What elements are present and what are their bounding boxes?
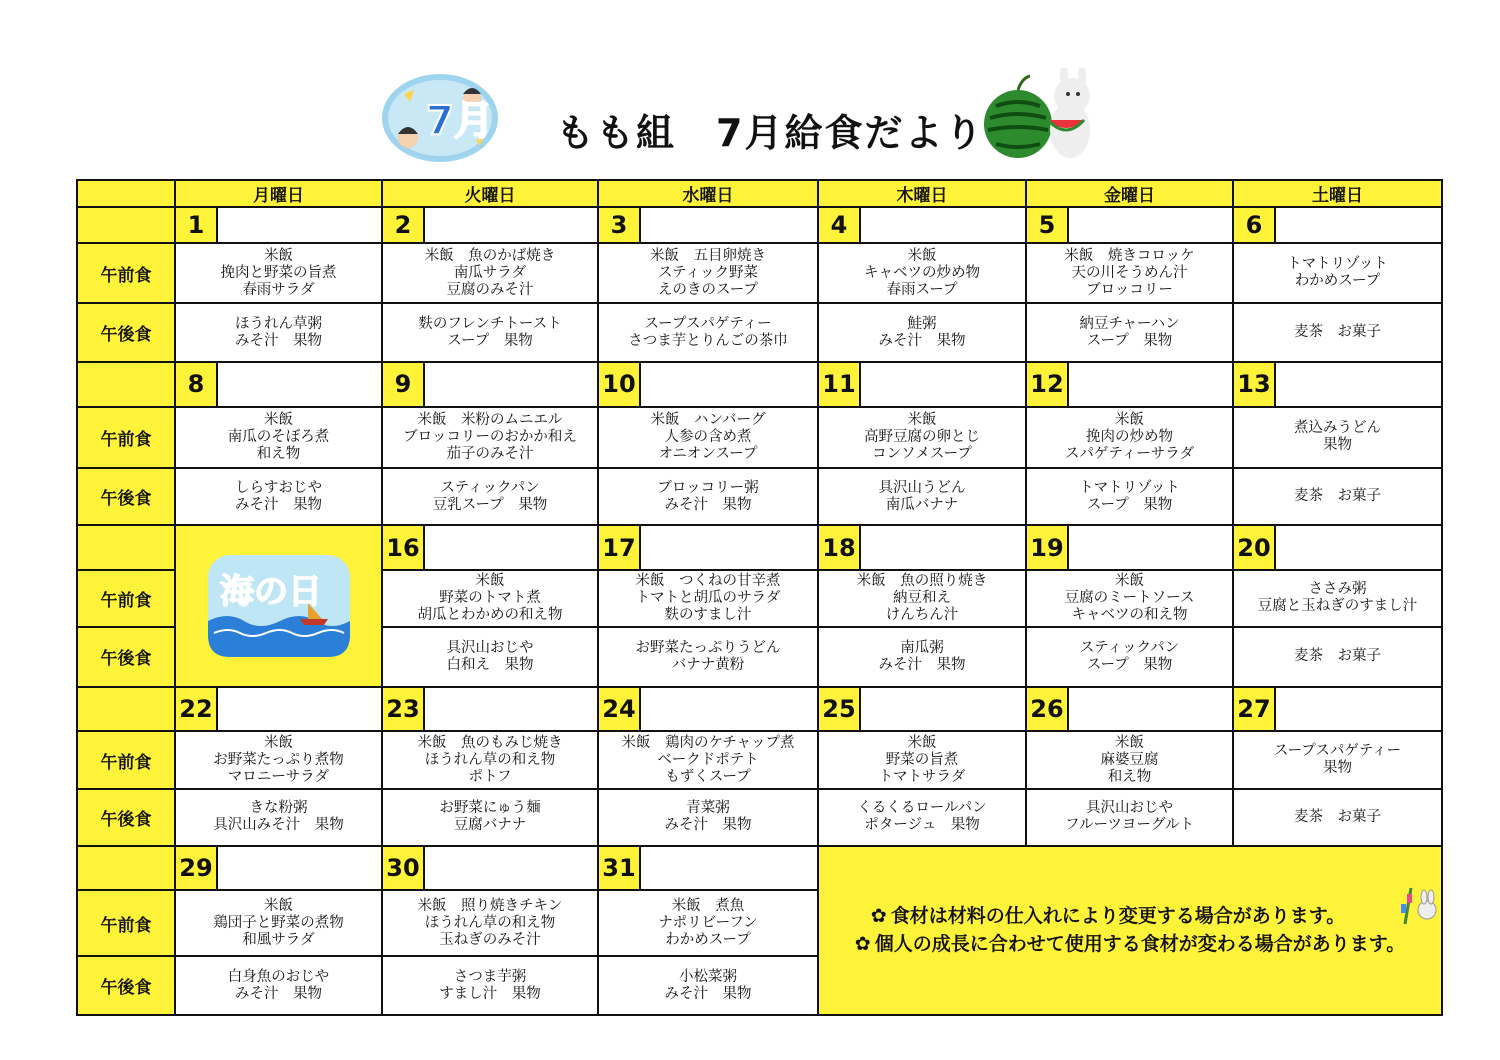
date-number: 12 bbox=[1027, 363, 1069, 405]
date-number: 11 bbox=[819, 363, 861, 405]
date-cell bbox=[175, 207, 382, 243]
lunch-calendar-table bbox=[76, 179, 1443, 1016]
date-cell bbox=[1233, 687, 1442, 731]
month-badge-illustration bbox=[380, 72, 500, 164]
date-number: 16 bbox=[383, 526, 425, 568]
date-row-label bbox=[77, 687, 175, 731]
date-cell bbox=[175, 362, 382, 406]
am-menu: 煮込みうどん 果物 bbox=[1233, 407, 1442, 468]
date-cell bbox=[382, 362, 598, 406]
flower-bullet-icon: ✿ bbox=[854, 933, 871, 956]
pm-menu: 麦茶 お菓子 bbox=[1233, 303, 1442, 362]
pm-menu: 麦茶 お菓子 bbox=[1233, 789, 1442, 845]
pm-menu: 麦茶 お菓子 bbox=[1233, 468, 1442, 525]
pm-menu: 南瓜粥 みそ汁 果物 bbox=[818, 627, 1026, 686]
pm-label: 午後食 bbox=[77, 303, 175, 362]
date-number: 5 bbox=[1027, 208, 1069, 242]
am-menu: 米飯 米粉のムニエル ブロッコリーのおかか和え 茄子のみそ汁 bbox=[382, 407, 598, 468]
am-menu: 米飯 野菜の旨煮 トマトサラダ bbox=[818, 731, 1026, 789]
svg-text:7月: 7月 bbox=[426, 98, 494, 144]
date-number: 8 bbox=[176, 363, 218, 405]
week4-date-row bbox=[77, 687, 1442, 731]
week2-date-row bbox=[77, 362, 1442, 406]
date-cell bbox=[175, 687, 382, 731]
am-menu: トマトリゾット わかめスープ bbox=[1233, 243, 1442, 302]
pm-menu: 具沢山おじや フルーツヨーグルト bbox=[1026, 789, 1233, 845]
weekday-thu: 木曜日 bbox=[818, 180, 1026, 207]
week1-date-row bbox=[77, 207, 1442, 243]
week1-pm-row bbox=[77, 303, 1442, 362]
date-number: 22 bbox=[176, 688, 218, 730]
date-number: 6 bbox=[1234, 208, 1276, 242]
note-item bbox=[819, 930, 1441, 958]
pm-label: 午後食 bbox=[77, 956, 175, 1015]
week3-date-row bbox=[77, 525, 1442, 569]
pm-menu: 白身魚のおじや みそ汁 果物 bbox=[175, 956, 382, 1015]
date-cell bbox=[1026, 525, 1233, 569]
am-menu: 米飯 挽肉の炒め物 スパゲティーサラダ bbox=[1026, 407, 1233, 468]
am-menu: 米飯 煮魚 ナポリビーフン わかめスープ bbox=[598, 890, 818, 956]
am-menu: 米飯 挽肉と野菜の旨煮 春雨サラダ bbox=[175, 243, 382, 302]
flower-bullet-icon: ✿ bbox=[870, 905, 887, 928]
date-cell bbox=[598, 207, 818, 243]
am-menu: 米飯 鶏肉のケチャップ煮 ベークドポテト もずくスープ bbox=[598, 731, 818, 789]
date-number: 31 bbox=[599, 847, 641, 889]
am-menu: 米飯 魚のかば焼き 南瓜サラダ 豆腐のみそ汁 bbox=[382, 243, 598, 302]
date-number: 2 bbox=[383, 208, 425, 242]
am-menu: 米飯 焼きコロッケ 天の川そうめん汁 ブロッコリー bbox=[1026, 243, 1233, 302]
date-cell bbox=[1233, 207, 1442, 243]
svg-text:海の日: 海の日 bbox=[219, 572, 322, 612]
week4-pm-row bbox=[77, 789, 1442, 845]
date-number: 27 bbox=[1234, 688, 1276, 730]
pm-menu: 具沢山うどん 南瓜バナナ bbox=[818, 468, 1026, 525]
date-cell bbox=[818, 362, 1026, 406]
date-cell bbox=[598, 687, 818, 731]
pm-menu: きな粉粥 具沢山みそ汁 果物 bbox=[175, 789, 382, 845]
date-number: 23 bbox=[383, 688, 425, 730]
date-cell bbox=[598, 362, 818, 406]
date-cell bbox=[598, 846, 818, 890]
am-label: 午前食 bbox=[77, 407, 175, 468]
weekday-sat: 土曜日 bbox=[1233, 180, 1442, 207]
date-cell bbox=[1026, 687, 1233, 731]
am-menu: 米飯 野菜のトマト煮 胡瓜とわかめの和え物 bbox=[382, 570, 598, 627]
date-row-label bbox=[77, 846, 175, 890]
date-number: 3 bbox=[599, 208, 641, 242]
marine-day-illustration bbox=[204, 551, 354, 661]
am-menu: 米飯 魚の照り焼き 納豆和え けんちん汁 bbox=[818, 570, 1026, 627]
date-row-label bbox=[77, 525, 175, 569]
pm-menu: トマトリゾット スープ 果物 bbox=[1026, 468, 1233, 525]
week5-date-row bbox=[77, 846, 1442, 890]
date-number: 29 bbox=[176, 847, 218, 889]
date-number: 4 bbox=[819, 208, 861, 242]
date-cell bbox=[1233, 362, 1442, 406]
am-menu: 米飯 つくねの甘辛煮 トマトと胡瓜のサラダ 麩のすまし汁 bbox=[598, 570, 818, 627]
am-label: 午前食 bbox=[77, 570, 175, 627]
date-cell bbox=[818, 525, 1026, 569]
pm-menu: 麩のフレンチトースト スープ 果物 bbox=[382, 303, 598, 362]
pm-label: 午後食 bbox=[77, 468, 175, 525]
am-menu: 米飯 照り焼きチキン ほうれん草の和え物 玉ねぎのみそ汁 bbox=[382, 890, 598, 956]
pm-menu: くるくるロールパン ポタージュ 果物 bbox=[818, 789, 1026, 845]
date-number: 17 bbox=[599, 526, 641, 568]
am-menu: スープスパゲティー 果物 bbox=[1233, 731, 1442, 789]
date-cell bbox=[818, 207, 1026, 243]
date-cell bbox=[175, 846, 382, 890]
header-corner bbox=[77, 180, 175, 207]
pm-menu: ブロッコリー粥 みそ汁 果物 bbox=[598, 468, 818, 525]
date-number: 9 bbox=[383, 363, 425, 405]
week2-pm-row bbox=[77, 468, 1442, 525]
date-cell bbox=[818, 687, 1026, 731]
pm-menu: しらすおじや みそ汁 果物 bbox=[175, 468, 382, 525]
weekday-mon: 月曜日 bbox=[175, 180, 382, 207]
note-text: 食材は材料の仕入れにより変更する場合があります。 bbox=[890, 905, 1346, 928]
date-row-label bbox=[77, 207, 175, 243]
date-number: 10 bbox=[599, 363, 641, 405]
week1-am-row bbox=[77, 243, 1442, 302]
pm-menu: 納豆チャーハン スープ 果物 bbox=[1026, 303, 1233, 362]
week4-am-row bbox=[77, 731, 1442, 789]
date-cell bbox=[382, 207, 598, 243]
am-menu: ささみ粥 豆腐と玉ねぎのすまし汁 bbox=[1233, 570, 1442, 627]
date-number: 26 bbox=[1027, 688, 1069, 730]
pm-menu: 小松菜粥 みそ汁 果物 bbox=[598, 956, 818, 1015]
pm-menu: 鮭粥 みそ汁 果物 bbox=[818, 303, 1026, 362]
date-number: 13 bbox=[1234, 363, 1276, 405]
date-number: 30 bbox=[383, 847, 425, 889]
am-menu: 米飯 高野豆腐の卵とじ コンソメスープ bbox=[818, 407, 1026, 468]
am-menu: 米飯 麻婆豆腐 和え物 bbox=[1026, 731, 1233, 789]
am-menu: 米飯 お野菜たっぷり煮物 マロニーサラダ bbox=[175, 731, 382, 789]
watermelon-rabbit-illustration bbox=[982, 68, 1100, 168]
am-menu: 米飯 魚のもみじ焼き ほうれん草の和え物 ポトフ bbox=[382, 731, 598, 789]
pm-menu: 具沢山おじや 白和え 果物 bbox=[382, 627, 598, 686]
weekday-tue: 火曜日 bbox=[382, 180, 598, 207]
pm-menu: スープスパゲティー さつま芋とりんごの茶巾 bbox=[598, 303, 818, 362]
page-title: もも組 7月給食だより bbox=[556, 111, 985, 155]
holiday-cell bbox=[175, 525, 382, 686]
pm-menu: お野菜たっぷりうどん バナナ黄粉 bbox=[598, 627, 818, 686]
date-cell bbox=[382, 846, 598, 890]
pm-menu: 麦茶 お菓子 bbox=[1233, 627, 1442, 686]
am-label: 午前食 bbox=[77, 731, 175, 789]
date-cell bbox=[598, 525, 818, 569]
date-cell bbox=[1026, 207, 1233, 243]
date-row-label bbox=[77, 362, 175, 406]
note-text: 個人の成長に合わせて使用する食材が変わる場合があります。 bbox=[874, 933, 1406, 956]
pm-label: 午後食 bbox=[77, 627, 175, 686]
date-cell bbox=[1233, 525, 1442, 569]
weekday-wed: 水曜日 bbox=[598, 180, 818, 207]
am-menu: 米飯 南瓜のそぼろ煮 和え物 bbox=[175, 407, 382, 468]
am-menu: 米飯 五目卵焼き スティック野菜 えのきのスープ bbox=[598, 243, 818, 302]
am-label: 午前食 bbox=[77, 243, 175, 302]
week2-am-row bbox=[77, 407, 1442, 468]
date-number: 19 bbox=[1027, 526, 1069, 568]
am-menu: 米飯 ハンバーグ 人参の含め煮 オニオンスープ bbox=[598, 407, 818, 468]
date-number: 18 bbox=[819, 526, 861, 568]
date-cell bbox=[1026, 362, 1233, 406]
date-cell bbox=[382, 687, 598, 731]
tanabata-rabbit-icon bbox=[1397, 884, 1441, 928]
weekday-header-row bbox=[77, 180, 1442, 207]
date-number: 1 bbox=[176, 208, 218, 242]
pm-menu: お野菜にゅう麺 豆腐バナナ bbox=[382, 789, 598, 845]
pm-label: 午後食 bbox=[77, 789, 175, 845]
date-number: 25 bbox=[819, 688, 861, 730]
date-number: 24 bbox=[599, 688, 641, 730]
weekday-fri: 金曜日 bbox=[1026, 180, 1233, 207]
pm-menu: ほうれん草粥 みそ汁 果物 bbox=[175, 303, 382, 362]
pm-menu: スティックパン スープ 果物 bbox=[1026, 627, 1233, 686]
note-item bbox=[819, 902, 1441, 930]
am-menu: 米飯 キャベツの炒め物 春雨スープ bbox=[818, 243, 1026, 302]
pm-menu: さつま芋粥 すまし汁 果物 bbox=[382, 956, 598, 1015]
am-menu: 米飯 豆腐のミートソース キャベツの和え物 bbox=[1026, 570, 1233, 627]
pm-menu: 青菜粥 みそ汁 果物 bbox=[598, 789, 818, 845]
date-cell bbox=[382, 525, 598, 569]
am-menu: 米飯 鶏団子と野菜の煮物 和風サラダ bbox=[175, 890, 382, 956]
notes-panel bbox=[818, 846, 1442, 1015]
am-label: 午前食 bbox=[77, 890, 175, 956]
date-number: 20 bbox=[1234, 526, 1276, 568]
pm-menu: スティックパン 豆乳スープ 果物 bbox=[382, 468, 598, 525]
